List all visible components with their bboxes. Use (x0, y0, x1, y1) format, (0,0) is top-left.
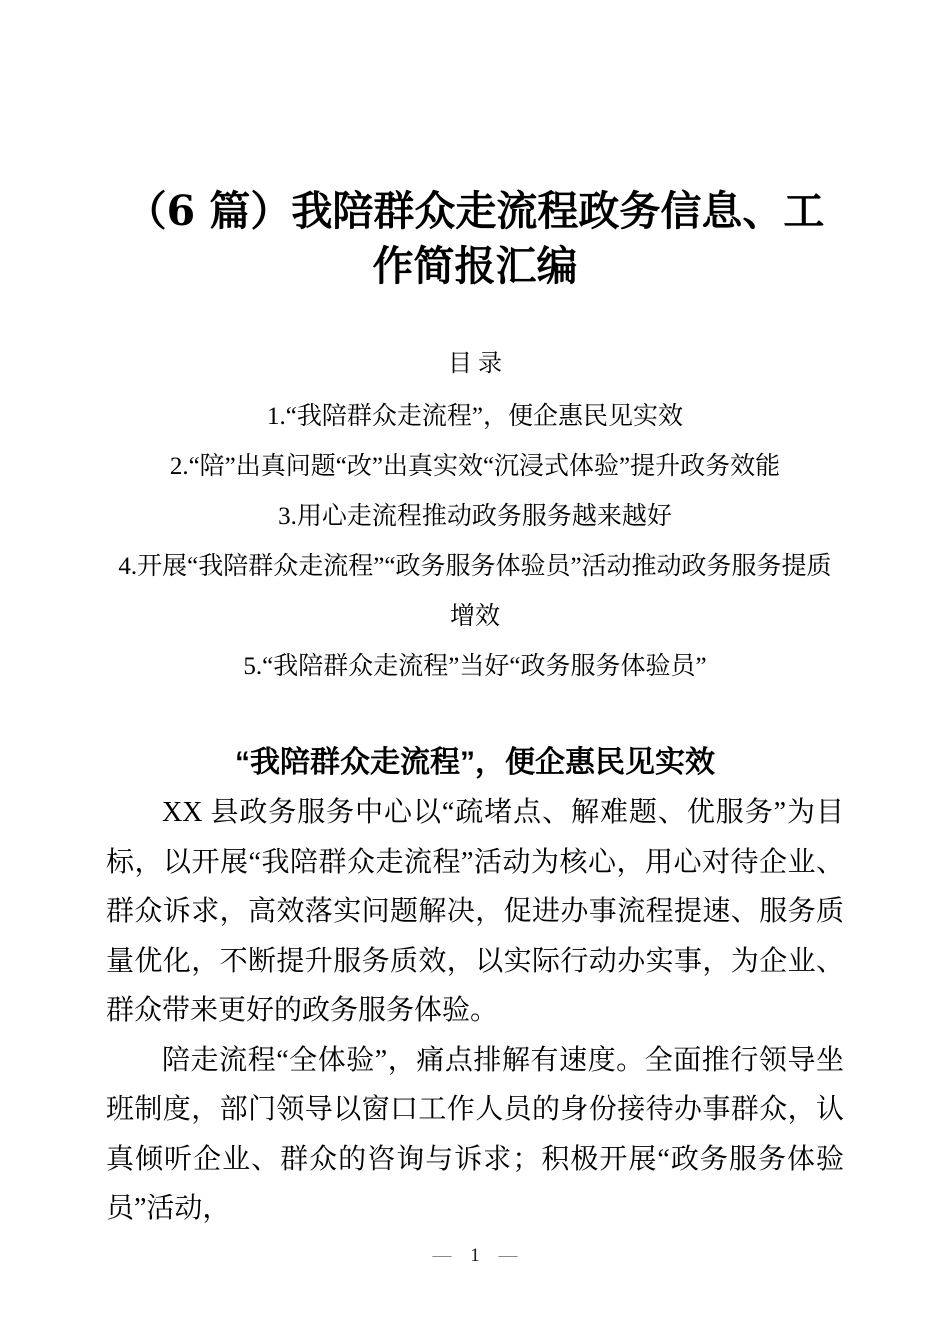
toc-item-5[interactable]: 5.“我陪群众走流程”当好“政务服务体验员” (243, 653, 707, 680)
table-of-contents (0, 350, 950, 692)
toc-item-1[interactable]: 1.“我陪群众走流程”，便企惠民见实效 (267, 403, 683, 430)
article-body (0, 788, 950, 1234)
footer-dash-right: — (498, 1245, 518, 1266)
page-number: 1 (470, 1245, 480, 1266)
toc-item-3[interactable]: 3.用心走流程推动政务服务越来越好 (278, 503, 672, 530)
toc-item-2[interactable]: 2.“陪”出真问题“改”出真实效“沉浸式体验”提升政务效能 (169, 453, 781, 480)
article-section-heading: “我陪群众走流程”，便企惠民见实效 (235, 746, 715, 779)
article-paragraph-2: 陪走流程“全体验”，痛点排解有速度。全面推行领导坐班制度，部门领导以窗口工作人员的身份接待办事群众，认真倾听企业、群众的咨询与诉求；积极开展“政务服务体验员”活动， (106, 1044, 844, 1224)
article (0, 746, 950, 1234)
toc-item-4[interactable]: 4.开展“我陪群众走流程”“政务服务体验员”活动推动政务服务提质增效 (118, 553, 832, 630)
footer-dash-left: — (432, 1245, 452, 1266)
page-footer (0, 1244, 950, 1268)
toc-list (0, 392, 950, 692)
toc-heading: 目 录 (448, 351, 502, 377)
document-title: （6 篇）我陪群众走流程政务信息、工作简报汇编 (125, 187, 825, 290)
article-paragraph-1: XX 县政务服务中心以“疏堵点、解难题、优服务”为目标，以开展“我陪群众走流程”活动为核心，用心对待企业、群众诉求，高效落实问题解决，促进办事流程提速、服务质量优化，不断提升服务质效，以实际行动办实事，为企业、群众带来更好的政务服务体验。 (106, 797, 844, 1026)
